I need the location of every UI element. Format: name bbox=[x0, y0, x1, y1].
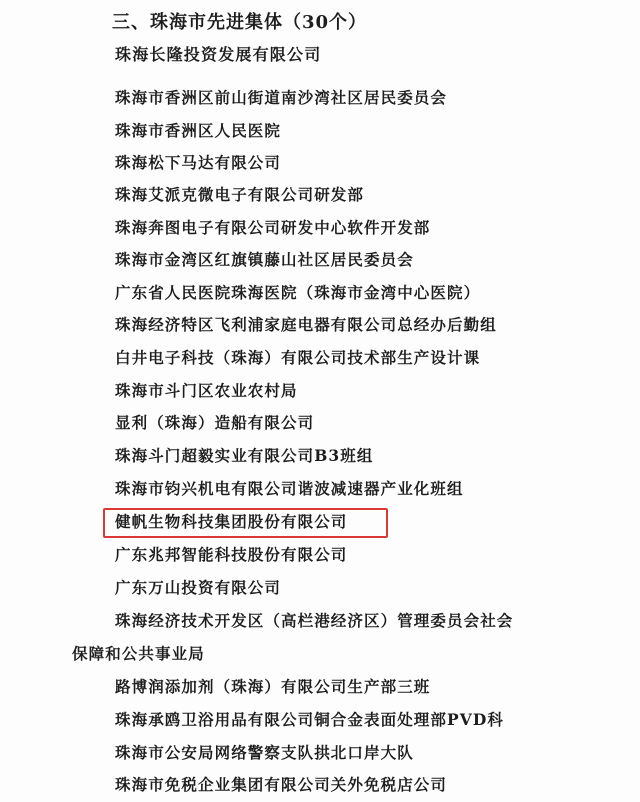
list-item: 路博润添加剂（珠海）有限公司生产部三班 bbox=[115, 677, 431, 696]
list-item: 珠海松下马达有限公司 bbox=[115, 153, 282, 172]
highlighted-list-item: 健帆生物科技集团股份有限公司 bbox=[115, 512, 348, 531]
list-item: 珠海市斗门区农业农村局 bbox=[115, 381, 298, 400]
list-item: 广东兆邦智能科技股份有限公司 bbox=[115, 545, 348, 564]
list-item: 珠海经济特区飞利浦家庭电器有限公司总经办后勤组 bbox=[115, 315, 497, 334]
highlight-box bbox=[103, 508, 388, 538]
list-item: 珠海市香洲区前山街道南沙湾社区居民委员会 bbox=[115, 88, 448, 107]
list-item: 广东万山投资有限公司 bbox=[115, 578, 282, 597]
list-item: 珠海市香洲区人民医院 bbox=[115, 121, 282, 140]
section-heading: 三、珠海市先进集体（30个） bbox=[112, 12, 368, 33]
list-item-continuation: 保障和公共事业局 bbox=[72, 644, 205, 663]
list-item: 珠海艾派克微电子有限公司研发部 bbox=[115, 185, 365, 204]
list-item: 珠海市金湾区红旗镇藤山社区居民委员会 bbox=[115, 250, 414, 269]
list-item: 白井电子科技（珠海）有限公司技术部生产设计课 bbox=[115, 348, 481, 367]
list-item: 珠海承鸥卫浴用品有限公司铜合金表面处理部PVD科 bbox=[115, 710, 505, 729]
list-item: 珠海奔图电子有限公司研发中心软件开发部 bbox=[115, 218, 431, 237]
first-list-item: 珠海长隆投资发展有限公司 bbox=[115, 45, 322, 64]
list-item: 珠海市免税企业集团有限公司关外免税店公司 bbox=[115, 775, 448, 794]
list-item: 珠海市钧兴机电有限公司谐波减速器产业化班组 bbox=[115, 479, 464, 498]
list-item: 珠海市公安局网络警察支队拱北口岸大队 bbox=[115, 743, 414, 762]
list-item: 珠海经济技术开发区（高栏港经济区）管理委员会社会 bbox=[115, 611, 514, 630]
list-item: 显利（珠海）造船有限公司 bbox=[115, 413, 315, 432]
list-item: 广东省人民医院珠海医院（珠海市金湾中心医院） bbox=[115, 283, 481, 302]
list-item: 珠海斗门超毅实业有限公司B3班组 bbox=[115, 446, 374, 465]
